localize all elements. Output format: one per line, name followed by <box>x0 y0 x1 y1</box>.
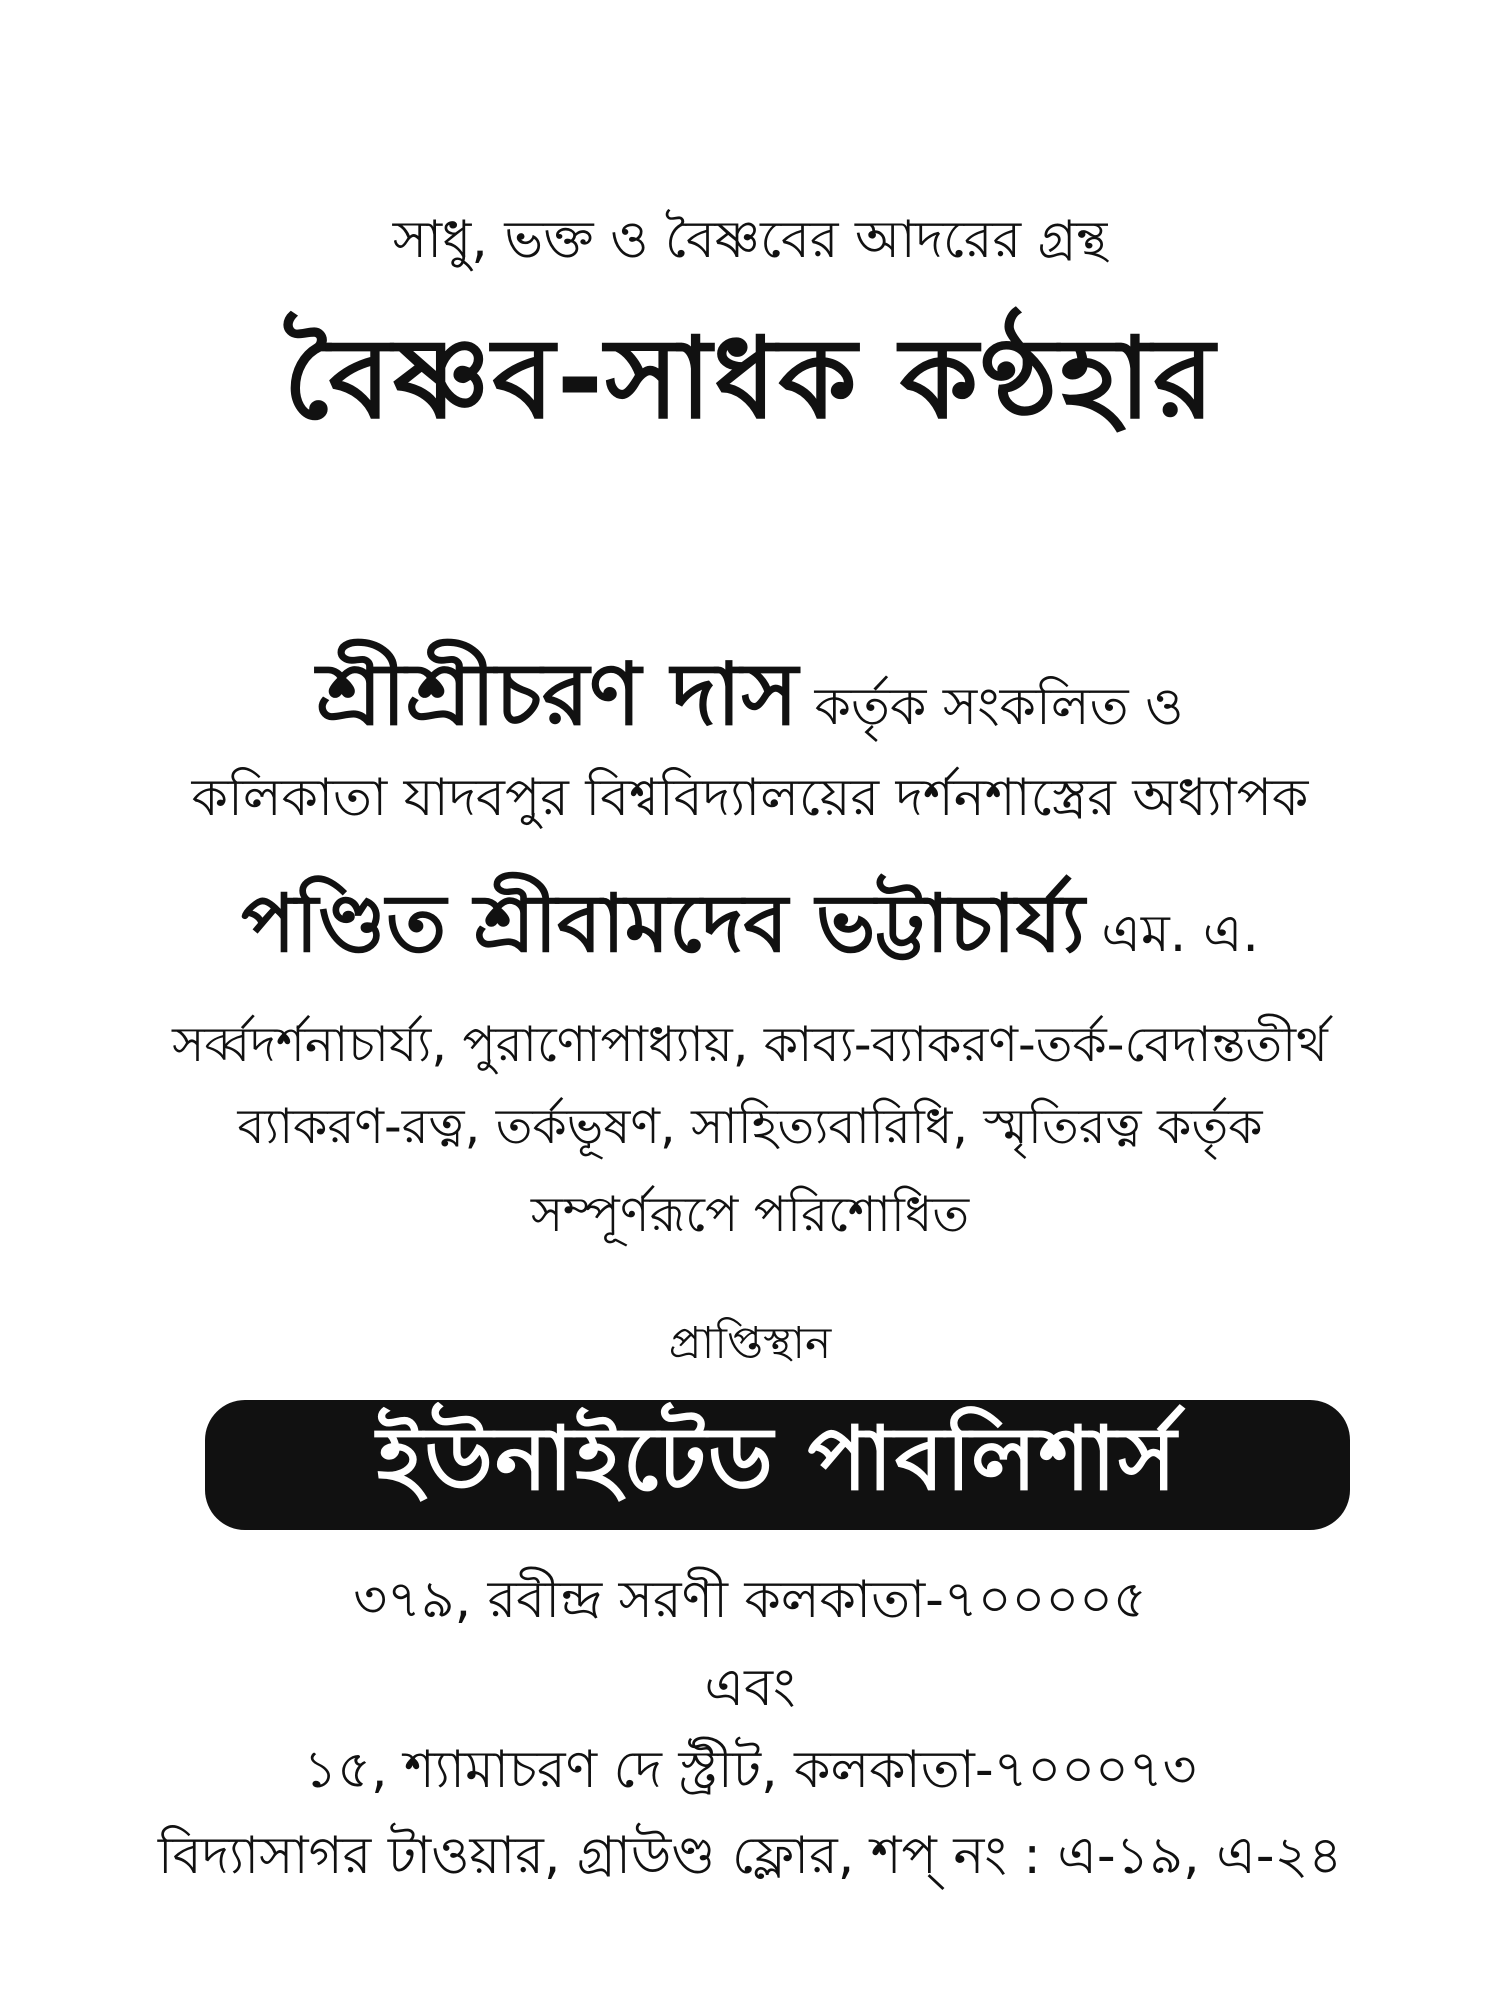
compiler-line <box>0 645 1500 745</box>
publisher-name: ইউনাইটেড পাবলিশার্স <box>376 1406 1179 1510</box>
reviser-titles-line-3: সম্পূর্ণরূপে পরিশোধিত <box>530 1186 970 1243</box>
tagline: সাধু, ভক্ত ও বৈষ্ণবের আদরের গ্রন্থ <box>392 210 1108 270</box>
address-second: ১৫, শ্যামাচরণ দে স্ট্রীট, কলকাতা-৭০০০৭৩ <box>303 1740 1197 1800</box>
reviser-titles-line-2: ব্যাকরণ-রত্ন, তর্কভূষণ, সাহিত্যবারিধি, স্মৃতিরত্ন কর্তৃক <box>237 1098 1263 1155</box>
reviser-degree: এম. এ. <box>1101 904 1259 964</box>
reviser-name: পণ্ডিত শ্রীবামদেব ভট্টাচার্য্য <box>241 877 1085 970</box>
compiler-name: শ্রীশ্রীচরণ দাস <box>316 645 799 745</box>
book-title: বৈষ্ণব-সাধক কণ্ঠহার <box>283 314 1217 444</box>
reviser-affiliation: কলিকাতা যাদবপুর বিশ্ববিদ্যালয়ের দর্শনশাস্ত্রের অধ্যাপক <box>191 768 1309 828</box>
address-first: ৩৭৯, রবীন্দ্র সরণী কলকাতা-৭০০০০৫ <box>353 1570 1147 1630</box>
publisher-banner <box>205 1400 1350 1530</box>
reviser-line <box>0 877 1500 970</box>
compiler-role: কর্তৃক সংকলিত ও <box>814 677 1184 737</box>
address-conjunction: এবং <box>704 1658 796 1718</box>
available-at-label: প্রাপ্তিস্থান <box>668 1318 832 1369</box>
address-third: বিদ্যাসাগর টাওয়ার, গ্রাউণ্ড ফ্লোর, শপ্ নং : এ-১৯, এ-২৪ <box>157 1826 1343 1886</box>
reviser-titles-line-1: সর্ব্বদর্শনাচার্য্য, পুরাণোপাধ্যায়, কাব্য-ব্যাকরণ-তর্ক-বেদান্ততীর্থ <box>172 1016 1328 1073</box>
